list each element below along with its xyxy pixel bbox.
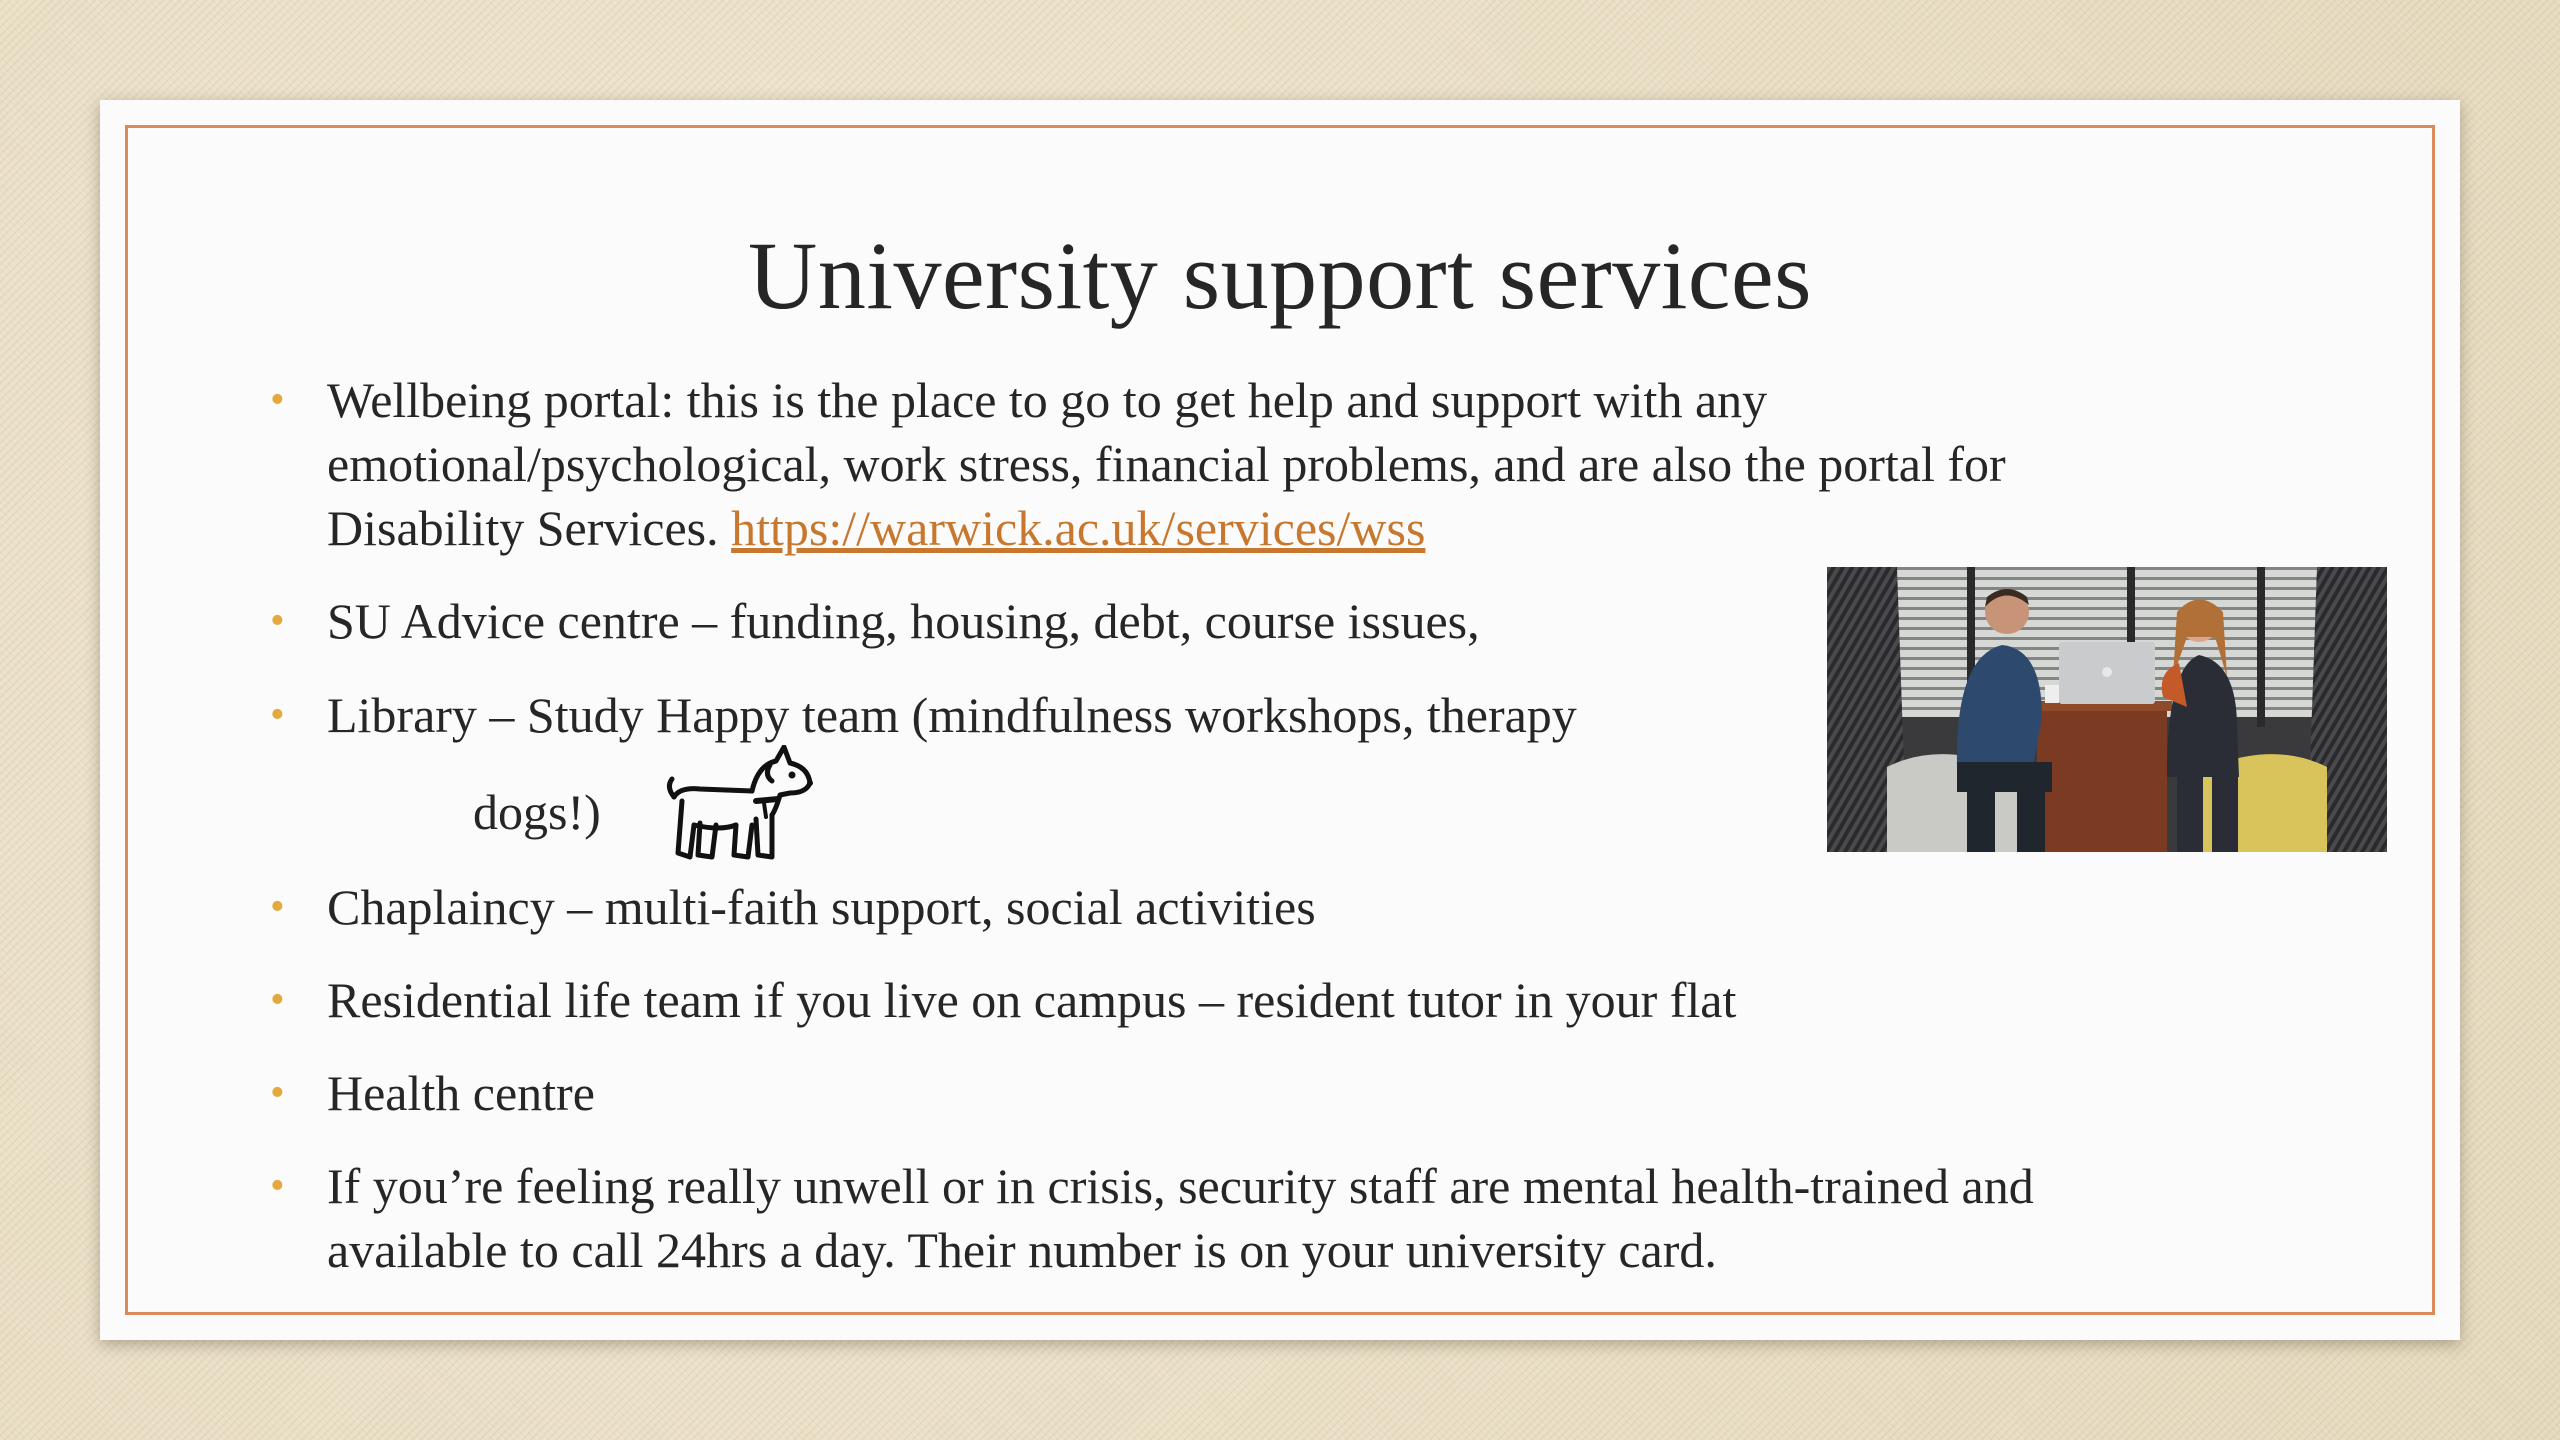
bullet-text: Health centre xyxy=(327,1065,595,1121)
bullet-text: Chaplaincy – multi-faith support, social activities xyxy=(327,879,1316,935)
bullet-continuation: dogs!) xyxy=(473,784,601,840)
bullet-item-wellbeing xyxy=(270,368,2006,560)
bullet-marker: • xyxy=(270,1070,285,1116)
bullet-item-health-centre xyxy=(270,1061,595,1125)
bullet-marker: • xyxy=(270,598,285,644)
bullet-item-library xyxy=(270,683,1577,747)
bullet-text-line: emotional/psychological, work stress, financial problems, and are also the portal for xyxy=(327,436,2006,492)
wellbeing-link[interactable]: https://warwick.ac.uk/services/wss xyxy=(731,500,1426,556)
bullet-text: Disability Services. xyxy=(327,500,732,556)
bullet-text: SU Advice centre – funding, housing, debt, course issues, xyxy=(327,593,1480,649)
bullet-marker: • xyxy=(270,884,285,930)
bullet-text-line: available to call 24hrs a day. Their number is on your university card. xyxy=(327,1222,1717,1278)
bullet-text: Library – Study Happy team (mindfulness workshops, therapy xyxy=(327,687,1577,743)
bullet-marker: • xyxy=(270,1163,285,1209)
slide-title: University support services xyxy=(748,222,1812,329)
bullet-marker: • xyxy=(270,977,285,1023)
bullet-text-line: If you’re feeling really unwell or in crisis, security staff are mental health-trained and xyxy=(327,1158,2034,1214)
bullet-text-line: Wellbeing portal: this is the place to go to get help and support with any xyxy=(327,372,1768,428)
photo-two-people-with-laptop xyxy=(1827,567,2387,852)
bullet-item-chaplaincy xyxy=(270,875,1316,939)
bullet-text: Residential life team if you live on campus – resident tutor in your flat xyxy=(327,972,1737,1028)
bullet-text-line xyxy=(327,496,2006,560)
bullet-item-residential xyxy=(270,968,1737,1032)
dog-icon xyxy=(660,745,815,870)
slide xyxy=(100,100,2460,1340)
bullet-item-crisis xyxy=(270,1154,2034,1282)
bullet-item-su-advice xyxy=(270,589,1480,653)
bullet-marker: • xyxy=(270,377,285,423)
bullet-marker: • xyxy=(270,692,285,738)
